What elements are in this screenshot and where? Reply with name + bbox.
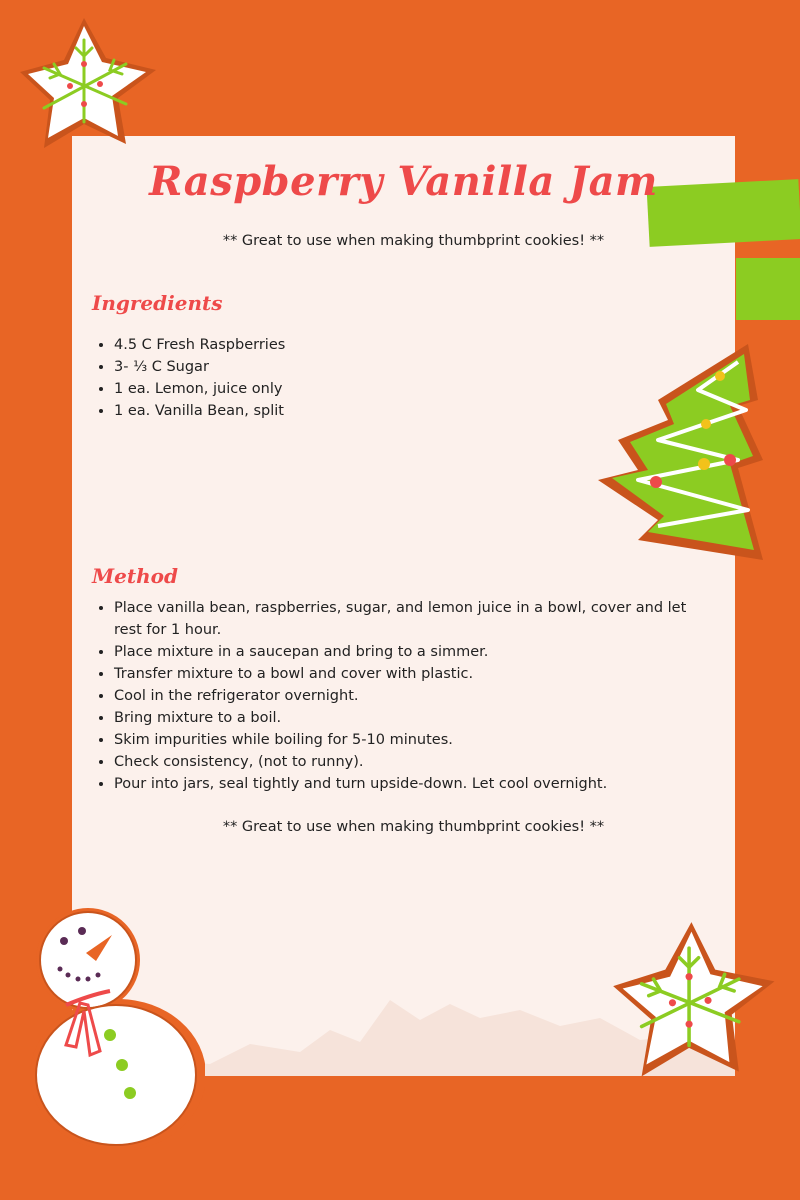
list-item: • Check consistency, (not to runny). — [114, 751, 714, 773]
ingredients-list — [92, 334, 614, 422]
recipe-subtitle: ** Great to use when making thumbprint cookies! ** — [222, 233, 605, 249]
footer-note: ** Great to use when making thumbprint cookies! ** — [222, 819, 605, 835]
snowflake-cookie-icon — [14, 12, 164, 157]
list-item: • Transfer mixture to a bowl and cover with plastic. — [114, 663, 714, 685]
recipe-title: Raspberry Vanilla Jam — [149, 158, 658, 205]
list-item: • 1 ea. Lemon, juice only — [114, 378, 614, 400]
list-item: • Cool in the refrigerator overnight. — [114, 685, 714, 707]
method-heading: Method — [92, 564, 178, 588]
list-item: • 1 ea. Vanilla Bean, split — [114, 400, 614, 422]
list-item: • Place vanilla bean, raspberries, sugar, and lemon juice in a bowl, cover and let rest for 1 hour. — [114, 597, 714, 641]
green-tape-strip — [736, 258, 800, 320]
christmas-tree-cookie-icon — [598, 340, 768, 565]
snowflake-cookie-icon — [606, 915, 784, 1087]
list-item: • 4.5 C Fresh Raspberries — [114, 334, 614, 356]
list-item: • Bring mixture to a boil. — [114, 707, 714, 729]
list-item: • Place mixture in a saucepan and bring to a simmer. — [114, 641, 714, 663]
snowman-cookie-icon — [10, 905, 205, 1150]
ingredients-heading: Ingredients — [92, 291, 223, 315]
list-item: • Pour into jars, seal tightly and turn upside-down. Let cool overnight. — [114, 773, 714, 795]
list-item: • 3- ⅓ C Sugar — [114, 356, 614, 378]
method-list — [92, 597, 714, 795]
list-item: • Skim impurities while boiling for 5-10 minutes. — [114, 729, 714, 751]
